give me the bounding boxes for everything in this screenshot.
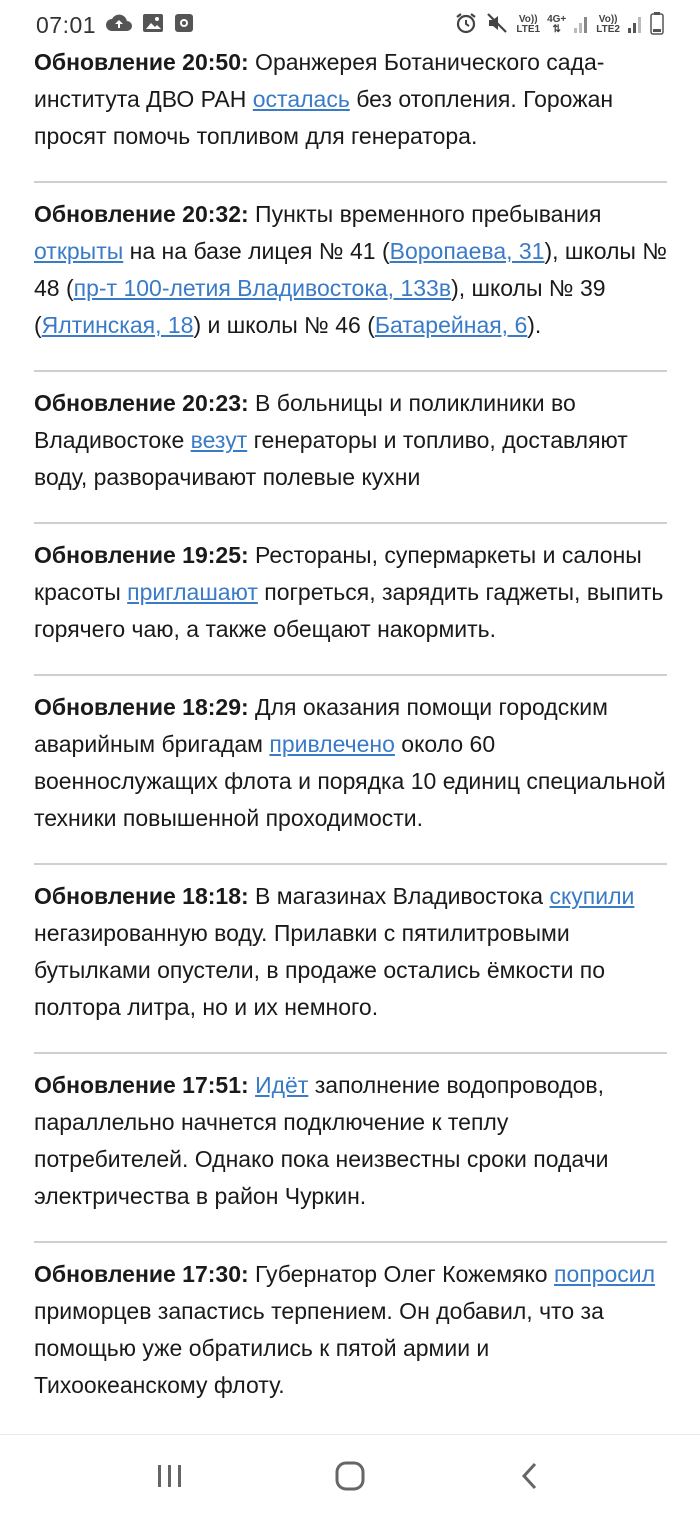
mute-icon [485, 11, 509, 40]
volte-lte2-icon [596, 15, 620, 35]
update-divider [34, 1241, 667, 1243]
update-text [34, 878, 667, 1026]
news-feed [34, 44, 667, 1430]
update-text [34, 537, 667, 648]
update-link[interactable]: везут [190, 427, 248, 453]
signal-icon [627, 12, 643, 39]
update-time-label: Обновление 17:51: [34, 1072, 249, 1098]
update-body-text: заполнение водопроводов, параллельно начнется подключение к теплу потребителей. Однако пока неизвестны сроки подачи электричества в район Чуркин. [34, 1072, 609, 1209]
signal-bars-1-icon [573, 12, 589, 39]
status-bar [0, 0, 700, 50]
update-link[interactable]: скупили [549, 883, 635, 909]
update-text [34, 1067, 667, 1215]
update-body-text: генераторы и топливо, доставляют воду, разворачивают полевые кухни [34, 427, 628, 490]
recent-apps-icon [155, 1461, 185, 1491]
update-divider [34, 674, 667, 676]
home-button[interactable] [320, 1446, 380, 1506]
update-body-text: В больницы и поликлиники во Владивостоке [34, 390, 576, 453]
volte-lte1-icon [516, 15, 540, 35]
update-text [34, 689, 667, 837]
lte1-bottom-label: LTE1 [516, 24, 541, 35]
update-divider [34, 522, 667, 524]
update-link[interactable]: Батарейная, 6 [374, 312, 528, 338]
update-text [34, 196, 667, 344]
update-time-label: Обновление 20:50: [34, 49, 249, 75]
update-text [34, 1256, 667, 1404]
update-link[interactable]: Идёт [255, 1072, 309, 1098]
update-link[interactable]: попросил [553, 1261, 656, 1287]
update-body-text: Рестораны, супермаркеты и салоны красоты [34, 542, 642, 605]
update-divider [34, 863, 667, 865]
update-divider [34, 370, 667, 372]
update-item [34, 385, 667, 522]
update-body-text: Для оказания помощи городским аварийным бригадам [34, 694, 608, 757]
update-link[interactable]: осталась [252, 86, 350, 112]
image-icon [142, 13, 164, 38]
cloud-upload-icon [106, 13, 132, 38]
lte2-bottom-label: LTE2 [596, 24, 620, 35]
update-item [34, 196, 667, 370]
update-body-text: негазированную воду. Прилавки с пятилитровыми бутылками опустели, в продаже остались ёмкости по полтора литра, но и их немного. [34, 920, 606, 1020]
update-body-text: Губернатор Олег Кожемяко [248, 1261, 554, 1287]
update-time-label: Обновление 20:23: [34, 390, 249, 416]
update-link[interactable]: Ялтинская, 18 [41, 312, 194, 338]
update-item [34, 1067, 667, 1241]
update-body-text: Оранжерея Ботанического сада-института ДВО РАН [34, 49, 605, 112]
update-body-text: Пункты временного пребывания [248, 201, 602, 227]
update-time-label: Обновление 18:29: [34, 694, 249, 720]
update-divider [34, 1052, 667, 1054]
update-item [34, 1256, 667, 1430]
update-item [34, 878, 667, 1052]
back-icon [518, 1461, 542, 1491]
update-body-text: на на базе лицея № 41 ( [123, 238, 390, 264]
update-body-text: приморцев запастись терпением. Он добавил, что за помощью уже обратились к пятой армии и Тихоокеанскому флоту. [34, 1298, 604, 1398]
recent-apps-button[interactable] [140, 1446, 200, 1506]
update-time-label: Обновление 17:30: [34, 1261, 249, 1287]
home-icon [334, 1460, 366, 1492]
update-item [34, 689, 667, 863]
update-link[interactable]: привлечено [269, 731, 395, 757]
update-item [34, 44, 667, 181]
alarm-icon [454, 11, 478, 40]
data-arrows-icon: ⇅ [552, 24, 561, 35]
navigation-bar [0, 1434, 700, 1517]
update-body-text: В магазинах Владивостока [248, 883, 550, 909]
update-body-text: ), школы № 39 ( [34, 275, 606, 338]
lte1-top-label: Vo)) [518, 14, 538, 25]
update-body-text: погреться, зарядить гаджеты, выпить горячего чаю, а также обещают накормить. [34, 579, 664, 642]
4g-label: 4G+ [547, 14, 567, 25]
update-link[interactable]: приглашают [127, 579, 258, 605]
status-left [36, 12, 194, 39]
update-link[interactable]: открыты [34, 238, 124, 264]
update-body-text: ), школы № 48 ( [34, 238, 667, 301]
update-divider [34, 181, 667, 183]
update-link[interactable]: Воропаева, 31 [389, 238, 545, 264]
update-time-label: Обновление 19:25: [34, 542, 249, 568]
status-time: 07:01 [36, 11, 97, 38]
back-button[interactable] [500, 1446, 560, 1506]
update-body-text: без отопления. Горожан просят помочь топливом для генератора. [34, 86, 614, 149]
update-time-label: Обновление 20:32: [34, 201, 249, 227]
update-body-text: около 60 военнослужащих флота и порядка 10 единиц специальной техники повышенной проходимости. [34, 731, 666, 831]
update-body-text: ). [527, 312, 542, 338]
update-text [34, 385, 667, 496]
status-right [454, 11, 664, 40]
lte2-top-label: Vo)) [598, 14, 618, 25]
update-item [34, 537, 667, 674]
update-link[interactable]: пр-т 100-летия Владивостока, 133в [73, 275, 452, 301]
signal-4g-icon [547, 15, 566, 35]
screen-record-icon [174, 13, 194, 38]
update-time-label: Обновление 18:18: [34, 883, 249, 909]
update-body-text: ) и школы № 46 ( [193, 312, 375, 338]
update-text [34, 44, 667, 155]
battery-icon [650, 11, 664, 40]
